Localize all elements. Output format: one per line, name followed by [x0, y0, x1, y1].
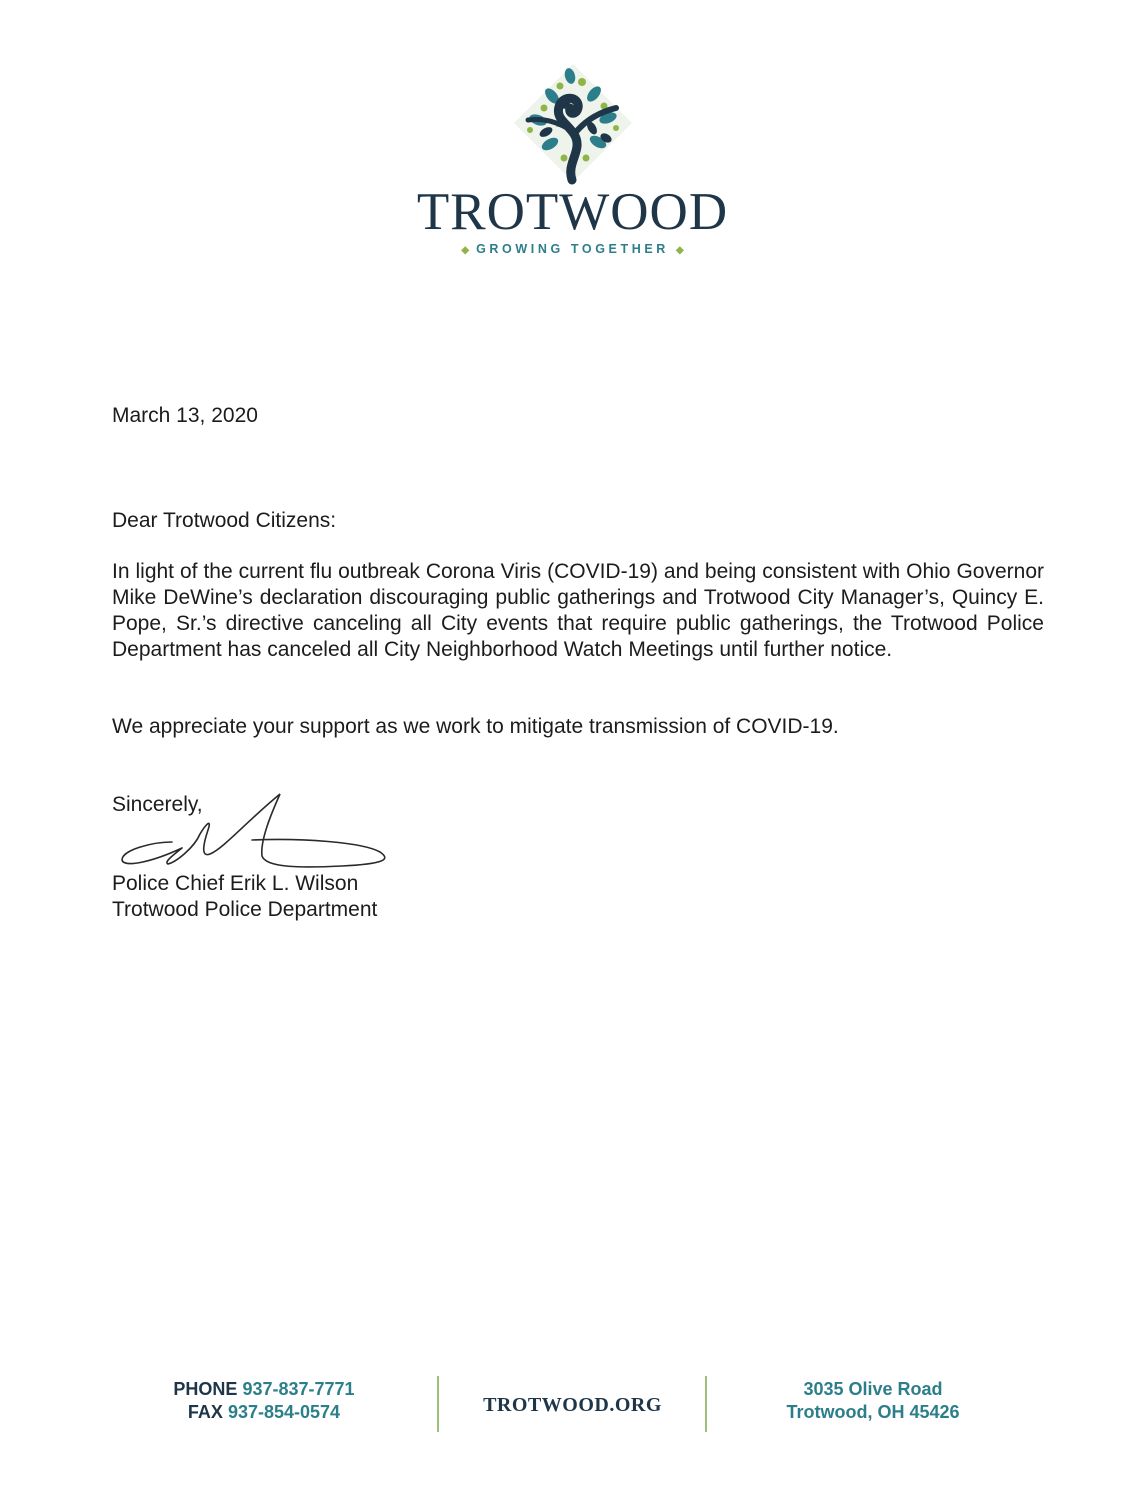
fax-number: 937-854-0574: [227, 1402, 341, 1422]
signer-department: Trotwood Police Department: [112, 898, 378, 921]
signer-name: Police Chief Erik L. Wilson: [112, 872, 359, 895]
address-line-1: 3035 Olive Road: [803, 1379, 943, 1399]
website-link[interactable]: TROTWOOD.ORG: [483, 1394, 662, 1416]
brand-tagline: [0, 242, 1145, 256]
footer-divider: [437, 1376, 439, 1432]
signature-block: [112, 871, 1044, 923]
phone-line: [150, 1378, 378, 1401]
phone-label: PHONE: [173, 1379, 238, 1399]
contact-numbers: [150, 1378, 378, 1424]
tagline-text: GROWING TOGETHER: [476, 242, 669, 256]
fax-line: [150, 1401, 378, 1424]
letter-body-paragraph: In light of the current flu outbreak Corona Viris (COVID-19) and being consistent with Ohio Governor Mike DeWine’s declaration discouraging public gatherings and Trotwood City Manager’s, Quincy E. Pope, Sr.’s directive canceling all City events that require public gatherings, the Trotwood Police Department has canceled all City Neighborhood Watch Meetings until further notice.: [112, 560, 1044, 661]
letter-salutation: Dear Trotwood Citizens:: [112, 509, 337, 532]
phone-number: 937-837-7771: [242, 1379, 355, 1399]
footer-divider: [705, 1376, 707, 1432]
letter-closing: Sincerely,: [112, 793, 203, 816]
mailing-address: [760, 1378, 986, 1424]
address-line-2: Trotwood, OH 45426: [786, 1402, 960, 1422]
letterhead-logo: [0, 0, 1145, 270]
letter-body-paragraph: We appreciate your support as we work to mitigate transmission of COVID-19.: [112, 715, 839, 738]
letter-date: March 13, 2020: [112, 404, 258, 427]
diamond-bullet-icon: ◆: [461, 245, 470, 256]
diamond-bullet-icon: ◆: [675, 245, 684, 256]
tree-diamond-logo-icon: [508, 58, 638, 188]
brand-wordmark: TROTWOOD: [416, 183, 729, 241]
fax-label: FAX: [187, 1402, 223, 1422]
letterhead-footer: [0, 1370, 1145, 1440]
handwritten-signature-icon: [112, 782, 402, 882]
